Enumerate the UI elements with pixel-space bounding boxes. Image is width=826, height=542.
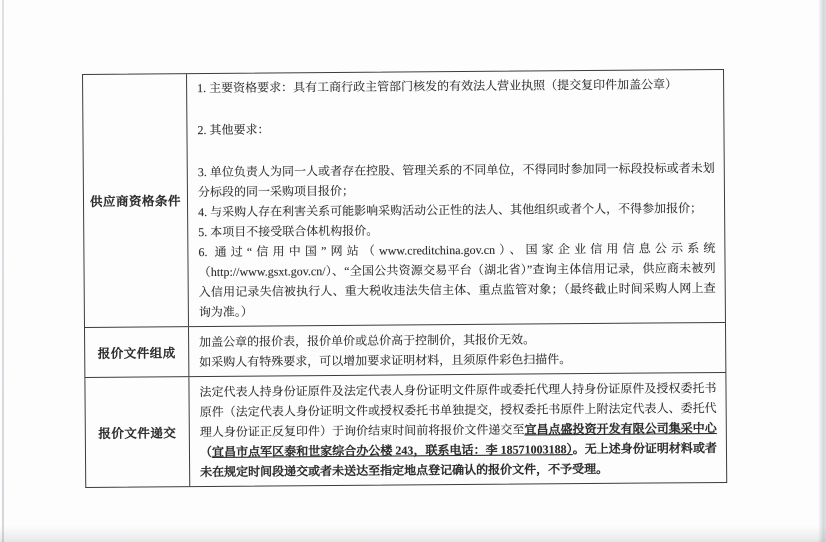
right-page-edge: [818, 0, 826, 542]
row-header-quotation-composition: 报价文件组成: [85, 327, 189, 377]
table-row-quotation-composition: [85, 323, 725, 378]
row-header-quotation-submission: 报价文件递交: [85, 377, 190, 487]
bottom-scan-shadow: [0, 526, 826, 542]
composition-item-2: 如采购人有特殊要求，可以增加要求证明材料，且须原件彩色扫描件。: [199, 352, 572, 370]
table-row-supplier-qualifications: [83, 70, 725, 328]
submission-text-segment: （: [199, 445, 213, 460]
qualification-item-1: 1. 主要资格要求：具有工商行政主管部门核发的有效法人营业执照（提交复印件加盖公章）: [197, 77, 678, 96]
submission-text-segment: 法定代表人持身份证原件及法定代表人身份证明文件原件或委托代理人持身份证原件及授权委托书原件（法定代表人身份证明文件或授权委托书单独提交，授权委托书原件上附法定代表人、委托代理人身份证正反复印件）于询价结束时间前将报价文件递交至: [199, 381, 717, 440]
quotation-submission-content: [189, 373, 726, 486]
qualification-item-3: 3. 单位负责人为同一人或者存在控股、管理关系的不同单位，不得同时参加同一标段投标或者未划分标段的同一采购项目报价；: [197, 161, 715, 200]
qualification-item-5: 5. 本项目不接受联合体机构报价。: [198, 223, 379, 240]
table-row-quotation-submission: [85, 373, 726, 487]
row-header-supplier-qualifications: 供应商资格条件: [83, 74, 189, 327]
composition-item-1: 加盖公章的报价表，报价单价或总价高于控制价，其报价无效。: [199, 332, 536, 350]
supplier-qualifications-content: [187, 70, 725, 326]
qualification-item-4: 4. 与采购人存在利害关系可能影响采购活动公正性的法人、其他组织或者个人，不得参加报价；: [198, 201, 703, 220]
qualification-item-6: 6. 通过“信用中国”网站（www.creditchina.gov.cn）、国家企业信用信息公示系统（http://www.gsxt.gov.cn/）、“全国公共资源交易平台（湖北省）”查询主体信用记录，供应商未被列入信用记录失信被执行人、重大税收违法失信主体、重点监管对象；（最终截止时间采购人网上查询为准。）: [198, 241, 716, 320]
submission-paragraph: [199, 378, 717, 482]
left-page-edge: [2, 0, 4, 542]
submission-text-segment: 。无上述身份证明材料或者未在规定时间段递交或者未送达至指定地点登记确认的报价文件，不予受理。: [200, 441, 718, 480]
quotation-composition-content: [189, 323, 725, 376]
submission-text-segment: 宜昌点盛投资开发有限公司集采中心: [524, 421, 717, 437]
procurement-conditions-table: [82, 69, 727, 488]
submission-text-segment: 宜昌市点军区泰和世家综合办公楼 243，联系电话：李 18571003188）: [211, 442, 573, 460]
qualification-item-2: 2. 其他要求：: [197, 122, 270, 138]
